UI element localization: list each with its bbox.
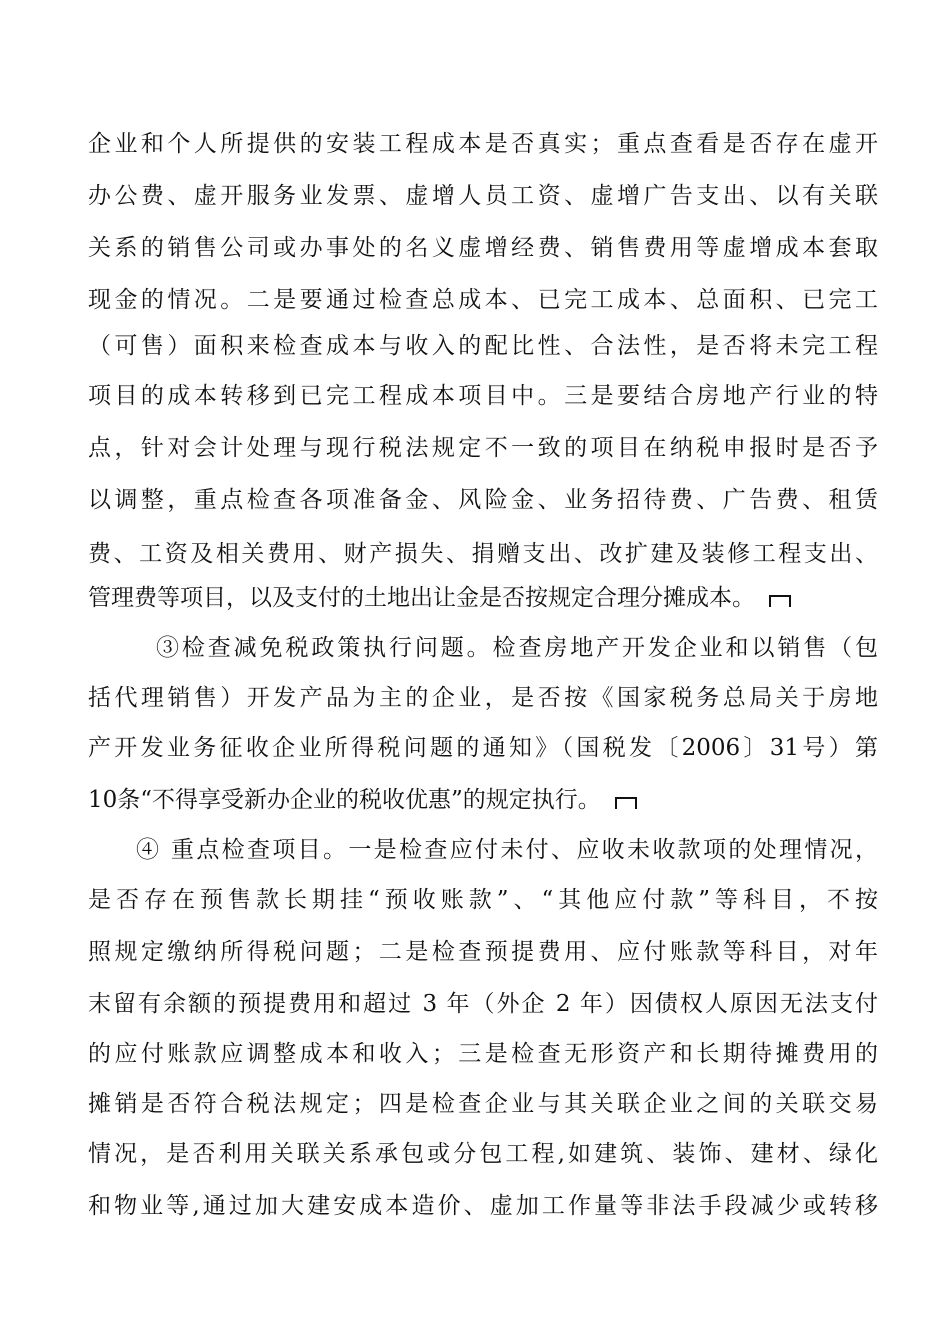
text-line: 产开发业务征收企业所得税问题的通知》（国税发〔2006〕31号）第 [88,735,878,761]
text-line: 企业和个人所提供的安装工程成本是否真实；重点查看是否存在虚开 [88,131,878,157]
text-line: 以调整，重点检查各项准备金、风险金、业务招待费、广告费、租赁 [88,487,878,513]
text-span: 管理费等项目，以及支付的土地出让金是否按规定合理分摊成本。 [88,585,755,611]
text-line: 和物业等,通过加大建安成本造价、虚加工作量等非法手段减少或转移 [88,1193,878,1219]
text-span: 10条“不得享受新办企业的税收优惠”的规定执行。 [88,787,601,813]
text-line: 括代理销售）开发产品为主的企业，是否按《国家税务总局关于房地 [88,685,878,711]
text-line: 项目的成本转移到已完工程成本项目中。三是要结合房地产行业的特 [88,383,878,409]
text-line: 费、工资及相关费用、财产损失、捐赠支出、改扩建及装修工程支出、 [88,541,878,567]
text-line: ④ 重点检查项目。一是检查应付未付、应收未收款项的处理情况， [136,837,878,863]
text-line: 照规定缴纳所得税问题；二是检查预提费用、应付账款等科目，对年 [88,939,878,965]
paragraph-mark-icon [769,595,791,607]
text-line: 办公费、虚开服务业发票、虚增人员工资、虚增广告支出、以有关联 [88,183,878,209]
text-line: 情况，是否利用关联关系承包或分包工程,如建筑、装饰、建材、绿化 [88,1141,878,1167]
text-line: 摊销是否符合税法规定；四是检查企业与其关联企业之间的关联交易 [88,1091,878,1117]
paragraph-end-line [88,780,878,820]
text-line: 点，针对会计处理与现行税法规定不一致的项目在纳税申报时是否予 [88,435,878,461]
text-line: 关系的销售公司或办事处的名义虚增经费、销售费用等虚增成本套取 [88,235,878,261]
paragraph-end-line [88,578,878,618]
text-line: 的应付账款应调整成本和收入；三是检查无形资产和长期待摊费用的 [88,1041,878,1067]
paragraph-mark-icon [615,797,637,809]
text-line: ③检查减免税政策执行问题。检查房地产开发企业和以销售（包 [156,635,878,661]
text-line: （可售）面积来检查成本与收入的配比性、合法性，是否将未完工程 [88,333,878,359]
text-line: 是否存在预售款长期挂“预收账款”、“其他应付款”等科目，不按 [88,887,878,913]
text-line: 末留有余额的预提费用和超过 3 年（外企 2 年）因债权人原因无法支付 [88,991,878,1017]
text-line: 现金的情况。二是要通过检查总成本、已完工成本、总面积、已完工 [88,287,878,313]
